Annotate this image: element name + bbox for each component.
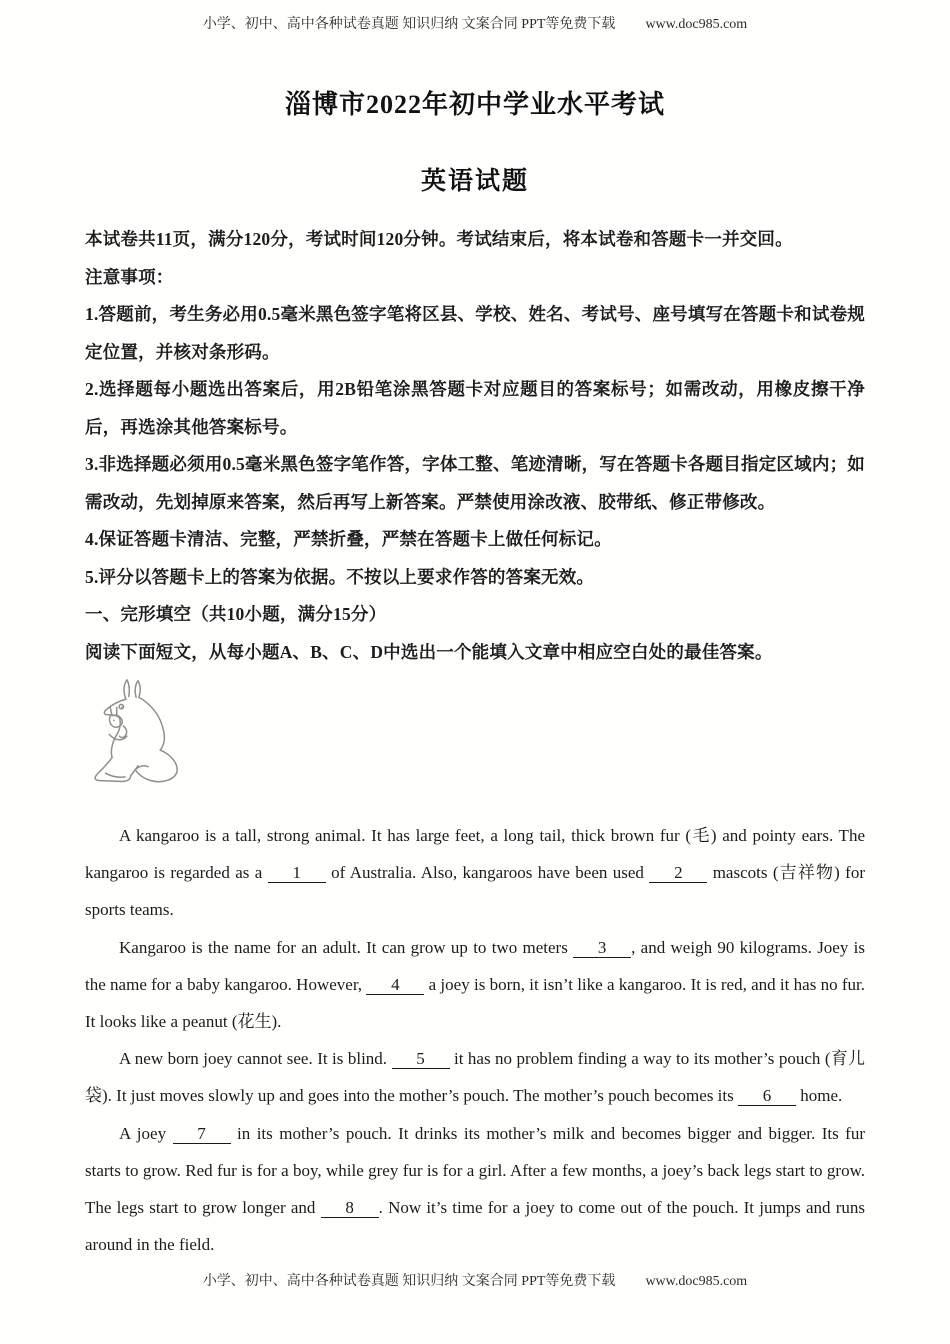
notice-item-2: 2.选择题每小题选出答案后，用2B铅笔涂黑答题卡对应题目的答案标号；如需改动，用橡皮擦干净后，再选涂其他答案标号。 (85, 379, 865, 437)
blank-8: 8 (321, 1198, 379, 1218)
notice-label: 注意事项： (85, 266, 174, 287)
page-subtitle: 英语试题 (420, 168, 529, 195)
notice-item-3: 3.非选择题必须用0.5毫米黑色签字笔作答，字体工整、笔迹清晰，写在答题卡各题目指定区域内；如需改动，先划掉原来答案，然后再写上新答案。严禁使用涂改液、胶带纸、修正带修改。 (85, 454, 865, 512)
watermark-site-url: www.doc985.com (645, 1274, 748, 1289)
kangaroo-illustration (87, 677, 865, 789)
blank-6: 6 (738, 1086, 796, 1106)
page-title: 淄博市2022年初中学业水平考试 (284, 90, 665, 119)
exam-info-line: 本试卷共11页，满分120分，考试时间120分钟。考试结束后，将本试卷和答题卡一并交回。 (85, 229, 793, 249)
watermark-note: 小学、初中、高中各种试卷真题 知识归纳 文案合同 PPT等免费下载 (202, 1274, 616, 1289)
section-directions: 阅读下面短文，从每小题A、B、C、D中选出一个能填入文章中相应空白处的最佳答案。 (85, 641, 773, 662)
blank-3: 3 (573, 938, 631, 958)
blank-2: 2 (649, 863, 707, 883)
notice-item-4: 4.保证答题卡清洁、完整，严禁折叠，严禁在答题卡上做任何标记。 (85, 529, 612, 549)
notice-item-5: 5.评分以答题卡上的答案为依据。不按以上要求作答的答案无效。 (85, 566, 595, 587)
watermark-site-url: www.doc985.com (645, 17, 748, 32)
section-heading: 一、完形填空（共10小题，满分15分） (85, 604, 387, 624)
cloze-passage (85, 817, 865, 1263)
blank-5: 5 (392, 1049, 450, 1069)
header-watermark (0, 13, 950, 33)
footer-watermark (0, 1270, 950, 1290)
passage-paragraph: A new born joey cannot see. It is blind. 5 it has no problem finding a way to its mother’s pouch (育儿袋). It just moves slowly up and goes into the mother’s pouch. The mother’s pouch becomes its 6 home. (85, 1049, 865, 1106)
blank-7: 7 (173, 1124, 231, 1144)
blank-4: 4 (366, 975, 424, 995)
watermark-note: 小学、初中、高中各种试卷真题 知识归纳 文案合同 PPT等免费下载 (202, 17, 616, 32)
passage-paragraph: Kangaroo is the name for an adult. It can grow up to two meters 3 , and weigh 90 kilograms. Joey is the name for a baby kangaroo. However, 4 a joey is born, it isn’t like a kangaroo. It is red, and it has no fur. It looks like a peanut (花生). (85, 937, 865, 1032)
kangaroo-line-drawing (87, 677, 189, 788)
passage-paragraph: A kangaroo is a tall, strong animal. It has large feet, a long tail, thick brown fur (毛) and pointy ears. The kangaroo is regarded as a 1 of Australia. Also, kangaroos have been used 2 mascots (吉祥物) for sports teams. (85, 826, 865, 920)
passage-paragraph: A joey 7 in its mother’s pouch. It drinks its mother’s milk and becomes bigger and bigger. Its fur starts to grow. Red fur is for a boy, while grey fur is for a girl. After a few months, a joey’s back legs start to grow. The legs start to grow longer and 8 . Now it’s time for a joey to come out of the pouch. It jumps and runs around in the field. (85, 1123, 866, 1255)
instructions-block (85, 221, 865, 671)
notice-item-1: 1.答题前，考生务必用0.5毫米黑色签字笔将区县、学校、姓名、考试号、座号填写在答题卡和试卷规定位置，并核对条形码。 (85, 304, 865, 362)
blank-1: 1 (268, 863, 326, 883)
